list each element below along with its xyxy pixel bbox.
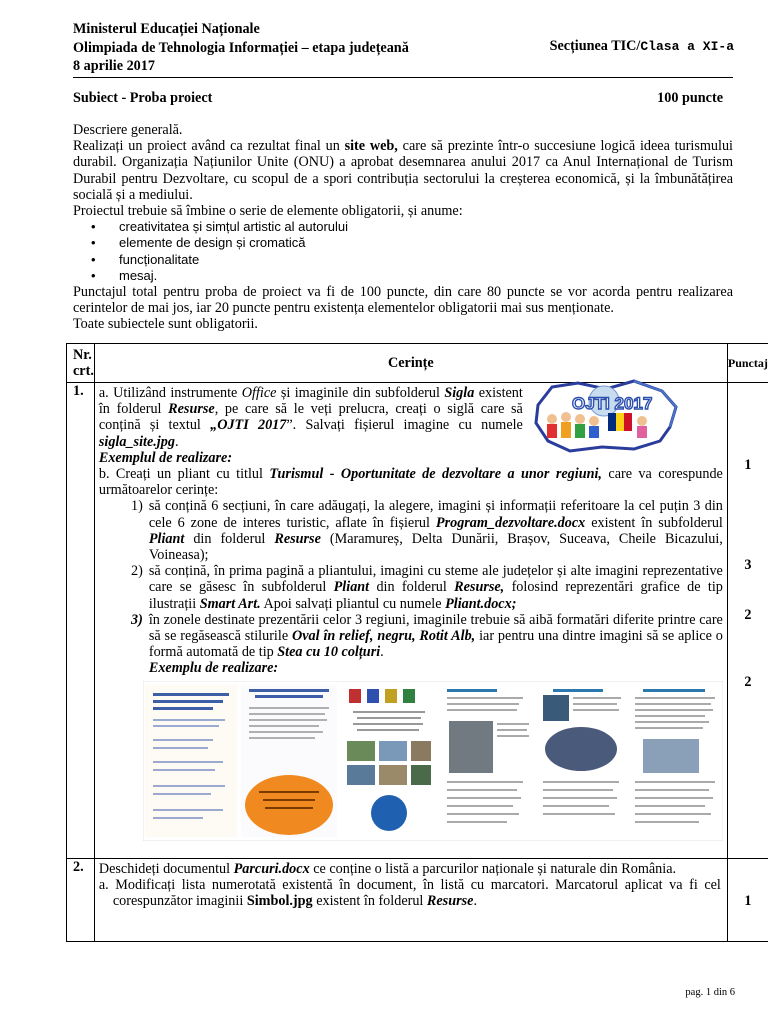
example-label-2: Exemplu de realizare: bbox=[148, 660, 279, 677]
requirement-b: b. Creați un pliant cu titlul Turismul - Oportunitate de dezvoltare a unor regiuni, care va corespunde următoarelor cerințe: bbox=[98, 466, 723, 499]
olympiad: Olimpiada de Tehnologia Informației – etapa județeană bbox=[73, 39, 409, 56]
page-number: pag. 1 din 6 bbox=[685, 987, 735, 998]
header-rule bbox=[73, 77, 733, 78]
list-item: • elemente de design și cromatică bbox=[119, 235, 733, 251]
header-punctaj: Punctaj bbox=[727, 344, 768, 383]
header-institution bbox=[73, 20, 409, 76]
mountain-image bbox=[643, 739, 699, 773]
mandatory-elements-list bbox=[73, 219, 733, 284]
tourism-globe-icon bbox=[371, 795, 407, 831]
rock-image bbox=[449, 721, 493, 773]
requirement-a: a. Modificați lista numerotată existentă în document, în listă cu marcatori. Marcatorul aplicat va fi cel corespunzător imaginii Simbol.jpg existent în folderul Resurse. bbox=[98, 877, 721, 910]
header-nr: Nr. crt. bbox=[67, 344, 95, 383]
orange-oval bbox=[245, 775, 333, 835]
ministry: Ministerul Educației Naționale bbox=[73, 21, 260, 37]
flag-yellow bbox=[616, 413, 624, 431]
description-paragraph: Realizați un proiect având ca rezultat final un site web, care să prezinte într-o succesiune logică ideea turismului durabil. Organizația Națiunilor Unite (ONU) a aprobat desemnarea anului 2017 ca Anul Internațional de Turism Durabil pentru Dezvoltare, cu scopul de a spori contribuția sectorului la creșterea economică, și la îmbunătățirea socială și a mediului. bbox=[73, 138, 733, 203]
points-a: 1 bbox=[744, 893, 752, 909]
total-points: 100 puncte bbox=[657, 90, 723, 106]
list-item: • mesaj. bbox=[119, 268, 733, 284]
points-b1: 3 bbox=[744, 557, 752, 573]
mandatory-note: Toate subiectele sunt obligatorii. bbox=[73, 316, 258, 333]
row-requirements bbox=[94, 859, 727, 942]
brochure-panel-1 bbox=[145, 685, 237, 837]
requirement-intro: Deschideți documentul Parcuri.docx ce conține o listă a parcurilor naționale și naturale din România. bbox=[98, 861, 677, 877]
list-item: • creativitatea și simțul artistic al autorului bbox=[119, 219, 733, 235]
list-item: • funcționalitate bbox=[119, 252, 733, 268]
section-label: Secțiunea TIC/Clasa a XI-a bbox=[549, 38, 734, 54]
requirements-table bbox=[66, 343, 768, 942]
table-row bbox=[67, 859, 768, 942]
brochure-panel-3 bbox=[341, 685, 435, 837]
row-number: 1. bbox=[67, 383, 95, 859]
points-a: 1 bbox=[744, 457, 752, 473]
flag-red bbox=[624, 413, 632, 431]
points-b3: 2 bbox=[744, 674, 752, 690]
requirement-b3: 3) în zonele destinate prezentării celor 3 regiuni, imaginile trebuie să aibă formatări diferite printre care să se regăsească stilurile Oval în relief, negru, Rotit Alb, iar pentru una dintre imagini să se aplice o formă automată de tip Stea cu 10 colțuri. Exemplu de realizare: bbox=[131, 611, 723, 677]
logo-text: OJTI 2017 bbox=[571, 394, 653, 413]
general-description bbox=[73, 122, 733, 333]
points-b2: 2 bbox=[744, 607, 752, 623]
table-row bbox=[67, 383, 768, 859]
ojti-logo bbox=[530, 379, 682, 455]
lake-image bbox=[545, 727, 617, 771]
requirement-b1: 1) să conțină 6 secțiuni, în care adăugați, la alegere, imagini și informații referitoare la cel puțin 3 din cele 6 zone de interes turistic, aflate în fișierul Program_dezvoltare.docx existent în subfolderul Pliant din folderul Resurse (Maramureș, Delta Dunării, Brașov, Suceava, Cheile Bicazului, Voineasa); bbox=[131, 498, 723, 564]
requirement-a: a. Utilizând instrumente Office și imaginile din subfolderul Sigla existent în folderul Resurse, pe care să le veți prelucra, creați o siglă care să conțină și textul „OJTI 2017”. Salvați fișierul imagine cu numele sigla_site.jpg. bbox=[98, 385, 523, 450]
brochure-example-image bbox=[143, 681, 723, 841]
brochure-panel-5 bbox=[537, 685, 625, 837]
flag-blue bbox=[608, 413, 616, 431]
requirements-intro: Proiectul trebuie să îmbine o serie de elemente obligatorii, și anume: bbox=[73, 203, 463, 220]
header-cerinte: Cerințe bbox=[94, 344, 727, 383]
requirement-b2: 2) să conțină, în prima pagină a pliantului, imagini cu steme ale județelor și alte imagini reprezentative care se găsesc în subfolderul Pliant din folderul Resurse, folosind reprezentări grafice de tip ilustrații Smart Art. Apoi salvați pliantul cu numele Pliant.docx; bbox=[131, 563, 723, 612]
brochure-panel-4 bbox=[439, 685, 533, 837]
brochure-panel-6 bbox=[629, 685, 721, 837]
row-points bbox=[727, 383, 768, 859]
row-number: 2. bbox=[67, 859, 95, 942]
exam-date: 8 aprilie 2017 bbox=[73, 58, 155, 74]
description-heading: Descriere generală. bbox=[73, 122, 183, 138]
subject-title: Subiect - Proba proiect bbox=[73, 90, 213, 106]
scoring-paragraph: Punctajul total pentru proba de proiect va fi de 100 puncte, din care 80 puncte se vor acorda pentru realizarea cerintelor de mai jos, iar 20 puncte pentru existența elementelor obligatorii mai sus menționate. bbox=[73, 284, 733, 317]
row-points bbox=[727, 859, 768, 942]
example-label: Exemplul de realizare: bbox=[98, 449, 233, 466]
table-header-row bbox=[67, 344, 768, 383]
brochure-panel-2 bbox=[241, 685, 337, 837]
row-requirements bbox=[94, 383, 727, 859]
